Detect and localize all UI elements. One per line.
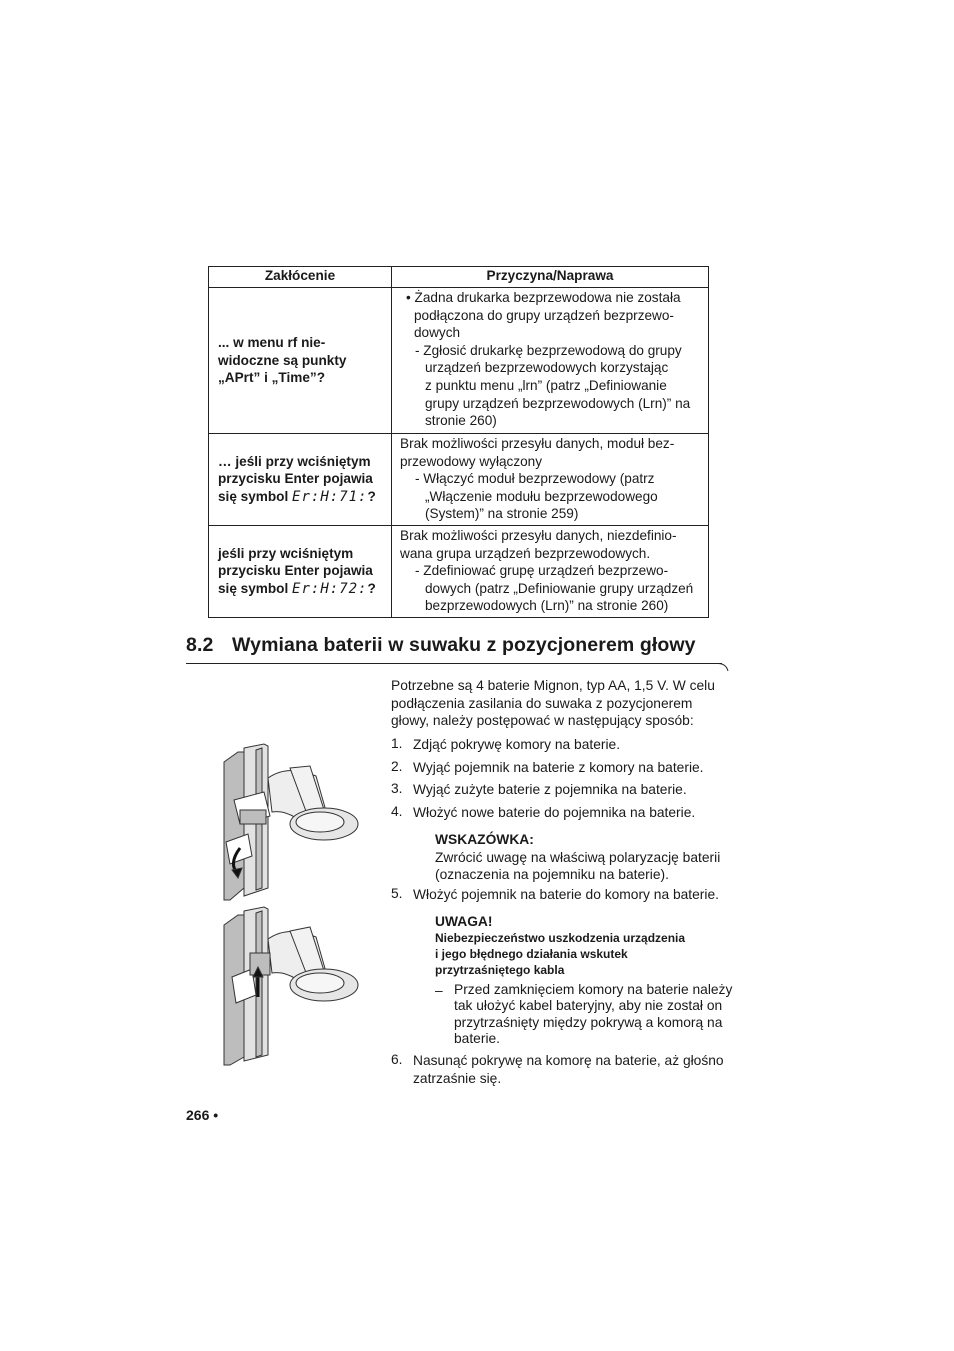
cause-line: wana grupa urządzeń bezprzewodowych.	[400, 545, 651, 561]
caution-title: UWAGA!	[435, 914, 493, 929]
intro-paragraph	[391, 677, 715, 730]
step-number: 1.	[391, 736, 403, 751]
page-number: 266 •	[186, 1107, 219, 1123]
intro-line: głowy, należy postępować w następujący sposób:	[391, 713, 694, 728]
step-number: 5.	[391, 886, 403, 901]
note-line: Zwrócić uwagę na właściwą polaryzację baterii	[435, 849, 721, 865]
problem-line: przycisku Enter pojawia	[218, 563, 373, 579]
caution-text	[454, 982, 732, 1048]
problem-line: widoczne są punkty	[218, 352, 347, 368]
table-row	[209, 434, 709, 526]
fix-line: - Włączyć moduł bezprzewodowy (patrz	[415, 471, 655, 487]
caution-line: baterie.	[454, 1031, 501, 1047]
step-text: Wyjąć pojemnik na baterie z komory na baterie.	[413, 760, 704, 775]
problem-line	[218, 488, 383, 507]
fix-line: bezprzewodowych (Lrn)” na stronie 260)	[425, 598, 669, 614]
table-header-cause: Przyczyna/Naprawa	[392, 267, 709, 288]
fix-line: grupy urządzeń bezprzewodowych (Lrn)” na	[425, 395, 691, 411]
step-text: Włożyć pojemnik na baterie do komory na baterie.	[413, 887, 719, 902]
battery-removal-illustration	[218, 738, 360, 908]
lcd-symbol: Er:H:72:	[292, 580, 368, 597]
section-number: 8.2	[186, 634, 214, 656]
caution-subtitle-line: Niebezpieczeństwo uszkodzenia urządzenia	[435, 931, 686, 945]
fix-line: - Zdefiniować grupę urządzeń bezprzewo-	[415, 563, 669, 579]
step-text: Włożyć nowe baterie do pojemnika na baterie.	[413, 805, 696, 820]
caution-line: Przed zamknięciem komory na baterie należy	[454, 982, 733, 997]
heading-rule	[186, 663, 722, 664]
caution-subtitle-line: przytrzaśniętego kabla	[435, 963, 565, 977]
problem-line: … jeśli przy wciśniętym	[218, 453, 371, 469]
caution-dash: –	[435, 983, 443, 998]
caution-line: przytrzaśnięty między pokrywą a komorą na	[454, 1014, 723, 1030]
intro-line: Potrzebne są 4 baterie Mignon, typ AA, 1,5 V. W celu	[391, 678, 715, 693]
cause-line: dowych	[414, 325, 461, 341]
lcd-symbol: Er:H:71:	[292, 488, 368, 505]
note-line: (oznaczenia na pojemniku na baterie).	[435, 867, 669, 882]
problem-text: się symbol	[218, 488, 289, 504]
caution-subtitle	[435, 930, 685, 978]
section-heading	[186, 634, 696, 657]
problem-line: przycisku Enter pojawia	[218, 471, 373, 487]
problem-line	[218, 580, 383, 599]
step-number: 4.	[391, 804, 403, 819]
problem-cell	[209, 434, 392, 526]
problem-cell	[209, 288, 392, 434]
section-title: Wymiana baterii w suwaku z pozycjonerem głowy	[232, 634, 696, 656]
fix-line: dowych (patrz „Definiowanie grupy urządzeń	[425, 580, 694, 596]
troubleshooting-table	[208, 266, 709, 618]
cause-line: Brak możliwości przesyłu danych, niezdefinio-	[400, 528, 677, 543]
intro-line: podłączenia zasilania do suwaka z pozycjonerem	[391, 695, 693, 711]
cause-cell	[392, 288, 709, 434]
cause-cell	[392, 526, 709, 618]
step-line: zatrzaśnie się.	[413, 1070, 502, 1086]
step-number: 3.	[391, 781, 403, 796]
caution-block	[435, 913, 492, 931]
note-block	[435, 831, 720, 884]
fix-line: stronie 260)	[425, 413, 497, 429]
cause-line: przewodowy wyłączony	[400, 453, 543, 469]
step-text: Zdjąć pokrywę komory na baterie.	[413, 737, 621, 752]
cause-line: Brak możliwości przesyłu danych, moduł bez-	[400, 436, 675, 451]
step-number: 6.	[391, 1052, 403, 1067]
table-row	[209, 526, 709, 618]
step-text: Wyjąć zużyte baterie z pojemnika na baterie.	[413, 782, 687, 797]
problem-suffix: ?	[367, 580, 376, 596]
caution-subtitle-line: i jego błędnego działania wskutek	[435, 947, 628, 961]
problem-suffix: ?	[367, 488, 376, 504]
heading-rule-curve	[718, 663, 730, 677]
problem-cell	[209, 526, 392, 618]
step-text	[413, 1052, 724, 1087]
cause-cell	[392, 434, 709, 526]
fix-line: (System)” na stronie 259)	[425, 506, 579, 522]
table-header-problem: Zakłócenie	[209, 267, 392, 288]
fix-line: urządzeń bezprzewodowych korzystając	[425, 360, 669, 376]
problem-text: się symbol	[218, 580, 289, 596]
fix-line: z punktu menu „lrn” (patrz „Definiowanie	[425, 377, 667, 393]
table-header-row	[209, 267, 709, 288]
problem-line: ... w menu rf nie-	[218, 335, 326, 351]
step-number: 2.	[391, 759, 403, 774]
table-row	[209, 288, 709, 434]
fix-line: „Włączenie modułu bezprzewodowego	[425, 488, 658, 504]
problem-line: „APrt” i „Time”?	[218, 370, 326, 386]
caution-line: tak ułożyć kabel bateryjny, aby nie został on	[454, 998, 723, 1014]
fix-line: - Zgłosić drukarkę bezprzewodową do grupy	[415, 342, 682, 358]
note-title: WSKAZÓWKA:	[435, 832, 534, 847]
step-line: Nasunąć pokrywę na komorę na baterie, aż głośno	[413, 1053, 724, 1068]
problem-line: jeśli przy wciśniętym	[218, 545, 354, 561]
cause-line: podłączona do grupy urządzeń bezprzewo-	[414, 307, 674, 323]
battery-insertion-illustration	[218, 905, 360, 1070]
cause-line: • Żadna drukarka bezprzewodowa nie została	[406, 290, 681, 305]
